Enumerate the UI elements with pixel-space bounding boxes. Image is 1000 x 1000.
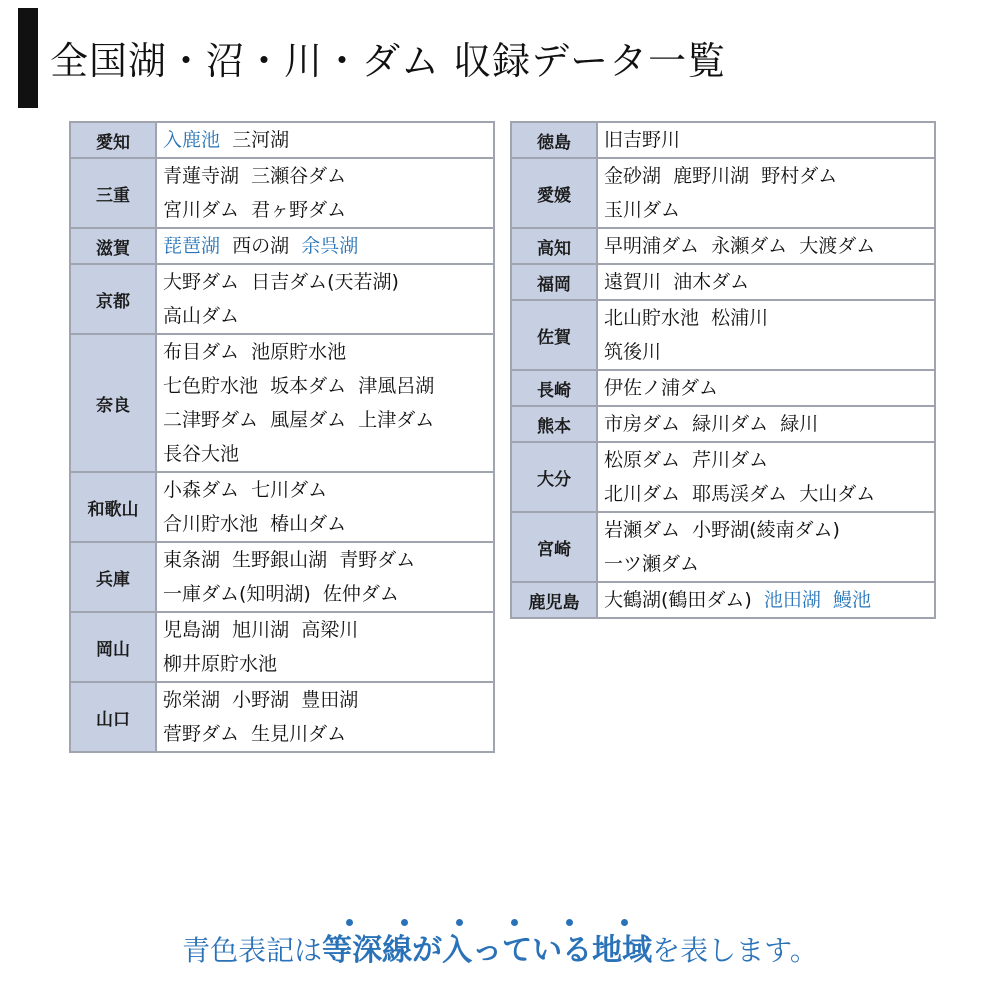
site-name: 北川ダム bbox=[604, 483, 681, 505]
site-list bbox=[597, 158, 935, 228]
site-list bbox=[156, 122, 494, 158]
site-name: 北山貯水池 bbox=[604, 307, 700, 329]
site-list bbox=[597, 370, 935, 406]
site-name: 筑後川 bbox=[604, 341, 662, 363]
site-list bbox=[156, 228, 494, 264]
region-row bbox=[70, 158, 494, 228]
site-list bbox=[597, 228, 935, 264]
legend-note-emphasis-wrap bbox=[322, 925, 652, 969]
site-name-with-contours: 入鹿池 bbox=[163, 129, 221, 151]
site-name: 緑川ダム bbox=[692, 413, 769, 435]
page-title: 全国湖・沼・川・ダム 収録データ一覧 bbox=[50, 39, 727, 83]
site-line bbox=[604, 513, 934, 547]
site-line bbox=[163, 193, 493, 227]
site-line bbox=[604, 301, 934, 335]
region-row bbox=[511, 442, 935, 512]
site-name: 旭川湖 bbox=[232, 619, 290, 641]
site-name: 永瀬ダム bbox=[711, 235, 788, 257]
prefecture-label: 滋賀 bbox=[70, 228, 156, 264]
site-list bbox=[597, 406, 935, 442]
site-name: 大鶴湖(鶴田ダム) bbox=[604, 589, 752, 611]
site-name: 池原貯水池 bbox=[251, 341, 347, 363]
site-name: 野村ダム bbox=[761, 165, 838, 187]
site-name-with-contours: 琵琶湖 bbox=[163, 235, 221, 257]
site-name: 生野銀山湖 bbox=[232, 549, 328, 571]
prefecture-label: 大分 bbox=[511, 442, 597, 512]
site-line bbox=[163, 229, 493, 263]
region-row bbox=[511, 512, 935, 582]
site-name-with-contours: 余呉湖 bbox=[301, 235, 359, 257]
prefecture-label: 佐賀 bbox=[511, 300, 597, 370]
site-name: 三瀬谷ダム bbox=[251, 165, 347, 187]
site-line bbox=[163, 265, 493, 299]
site-name: 大山ダム bbox=[799, 483, 876, 505]
site-line bbox=[163, 717, 493, 751]
left-region-table bbox=[69, 121, 495, 753]
site-name: 市房ダム bbox=[604, 413, 681, 435]
prefecture-label: 鹿児島 bbox=[511, 582, 597, 618]
site-name: 松原ダム bbox=[604, 449, 681, 471]
prefecture-label: 長崎 bbox=[511, 370, 597, 406]
site-name: 小野湖 bbox=[232, 689, 290, 711]
site-name: 坂本ダム bbox=[270, 375, 347, 397]
right-region-table bbox=[510, 121, 936, 619]
site-name: 二津野ダム bbox=[163, 409, 259, 431]
site-name: 芹川ダム bbox=[692, 449, 769, 471]
title-accent-bar bbox=[18, 8, 38, 108]
site-list bbox=[597, 300, 935, 370]
site-name: 日吉ダム(天若湖) bbox=[251, 271, 399, 293]
site-list bbox=[597, 582, 935, 618]
region-row bbox=[511, 300, 935, 370]
site-line bbox=[163, 299, 493, 333]
prefecture-label: 福岡 bbox=[511, 264, 597, 300]
site-name: 椿山ダム bbox=[270, 513, 347, 535]
site-list bbox=[597, 512, 935, 582]
site-line bbox=[604, 193, 934, 227]
site-name-with-contours: 鰻池 bbox=[833, 589, 872, 611]
prefecture-label: 高知 bbox=[511, 228, 597, 264]
site-name: 合川貯水池 bbox=[163, 513, 259, 535]
site-line bbox=[163, 683, 493, 717]
site-name: 佐仲ダム bbox=[322, 583, 399, 605]
prefecture-label: 奈良 bbox=[70, 334, 156, 472]
site-list bbox=[597, 122, 935, 158]
prefecture-label: 兵庫 bbox=[70, 542, 156, 612]
site-name: 耶馬渓ダム bbox=[692, 483, 788, 505]
site-list bbox=[156, 682, 494, 752]
site-name: 大野ダム bbox=[163, 271, 240, 293]
region-row bbox=[511, 264, 935, 300]
emphasis-dots bbox=[322, 919, 652, 926]
region-row bbox=[511, 228, 935, 264]
emphasis-dot bbox=[456, 919, 463, 926]
site-name: 一ツ瀬ダム bbox=[604, 553, 700, 575]
site-name: 東条湖 bbox=[163, 549, 221, 571]
site-line bbox=[163, 369, 493, 403]
legend-note bbox=[0, 925, 1000, 969]
site-name: 津風呂湖 bbox=[358, 375, 435, 397]
site-list bbox=[156, 264, 494, 334]
site-name: 玉川ダム bbox=[604, 199, 681, 221]
region-row bbox=[511, 370, 935, 406]
site-name: 小野湖(綾南ダム) bbox=[692, 519, 840, 541]
region-row bbox=[70, 264, 494, 334]
site-line bbox=[604, 583, 934, 617]
site-line bbox=[163, 647, 493, 681]
site-name: 緑川 bbox=[780, 413, 819, 435]
site-name: 一庫ダム(知明湖) bbox=[163, 583, 311, 605]
site-list bbox=[156, 542, 494, 612]
site-line bbox=[163, 577, 493, 611]
site-name: 旧吉野川 bbox=[604, 129, 681, 151]
site-name: 鹿野川湖 bbox=[673, 165, 750, 187]
site-list bbox=[597, 442, 935, 512]
site-name: 柳井原貯水池 bbox=[163, 653, 278, 675]
site-line bbox=[604, 229, 934, 263]
site-list bbox=[156, 334, 494, 472]
prefecture-label: 岡山 bbox=[70, 612, 156, 682]
site-name: 生見川ダム bbox=[251, 723, 347, 745]
site-name: 七色貯水池 bbox=[163, 375, 259, 397]
site-list bbox=[156, 158, 494, 228]
site-name: 上津ダム bbox=[358, 409, 435, 431]
site-name: 豊田湖 bbox=[301, 689, 359, 711]
emphasis-dot bbox=[346, 919, 353, 926]
region-row bbox=[70, 334, 494, 472]
site-name: 風屋ダム bbox=[270, 409, 347, 431]
prefecture-label: 愛媛 bbox=[511, 158, 597, 228]
site-line bbox=[604, 123, 934, 157]
site-name: 伊佐ノ浦ダム bbox=[604, 377, 719, 399]
legend-note-part1: 青色表記は bbox=[182, 934, 323, 967]
site-line bbox=[163, 159, 493, 193]
site-name: 弥栄湖 bbox=[163, 689, 221, 711]
region-row bbox=[70, 228, 494, 264]
site-name: 君ヶ野ダム bbox=[251, 199, 347, 221]
emphasis-dot bbox=[621, 919, 628, 926]
site-name: 松浦川 bbox=[711, 307, 769, 329]
prefecture-label: 京都 bbox=[70, 264, 156, 334]
legend-note-part2: を表します。 bbox=[652, 934, 818, 967]
site-line bbox=[604, 335, 934, 369]
site-name: 金砂湖 bbox=[604, 165, 662, 187]
site-name: 小森ダム bbox=[163, 479, 240, 501]
site-line bbox=[163, 437, 493, 471]
site-line bbox=[604, 477, 934, 511]
site-line bbox=[163, 543, 493, 577]
site-line bbox=[604, 159, 934, 193]
site-name: 宮川ダム bbox=[163, 199, 240, 221]
site-name: 児島湖 bbox=[163, 619, 221, 641]
region-row bbox=[70, 472, 494, 542]
prefecture-label: 和歌山 bbox=[70, 472, 156, 542]
site-name: 油木ダム bbox=[673, 271, 750, 293]
site-name: 西の湖 bbox=[232, 235, 290, 257]
region-row bbox=[70, 682, 494, 752]
site-name: 早明浦ダム bbox=[604, 235, 700, 257]
site-name: 高梁川 bbox=[301, 619, 359, 641]
site-line bbox=[604, 265, 934, 299]
site-name: 長谷大池 bbox=[163, 443, 240, 465]
site-list bbox=[156, 472, 494, 542]
region-row bbox=[70, 542, 494, 612]
site-name: 青蓮寺湖 bbox=[163, 165, 240, 187]
prefecture-label: 熊本 bbox=[511, 406, 597, 442]
site-line bbox=[163, 507, 493, 541]
site-name: 青野ダム bbox=[339, 549, 416, 571]
site-line bbox=[163, 335, 493, 369]
site-list bbox=[156, 612, 494, 682]
site-name: 遠賀川 bbox=[604, 271, 662, 293]
site-name: 三河湖 bbox=[232, 129, 290, 151]
region-row bbox=[511, 122, 935, 158]
site-name: 高山ダム bbox=[163, 305, 240, 327]
site-line bbox=[604, 443, 934, 477]
emphasis-dot bbox=[511, 919, 518, 926]
site-list bbox=[597, 264, 935, 300]
region-row bbox=[70, 612, 494, 682]
site-line bbox=[604, 371, 934, 405]
site-name: 布目ダム bbox=[163, 341, 240, 363]
site-name: 大渡ダム bbox=[799, 235, 876, 257]
prefecture-label: 宮崎 bbox=[511, 512, 597, 582]
site-name: 菅野ダム bbox=[163, 723, 240, 745]
prefecture-label: 愛知 bbox=[70, 122, 156, 158]
prefecture-label: 三重 bbox=[70, 158, 156, 228]
region-row bbox=[70, 122, 494, 158]
prefecture-label: 徳島 bbox=[511, 122, 597, 158]
legend-note-emphasis: 等深線が入っている地域 bbox=[322, 933, 653, 968]
region-row bbox=[511, 582, 935, 618]
site-line bbox=[163, 613, 493, 647]
prefecture-label: 山口 bbox=[70, 682, 156, 752]
site-line bbox=[163, 403, 493, 437]
site-name-with-contours: 池田湖 bbox=[763, 589, 821, 611]
region-row bbox=[511, 406, 935, 442]
site-name: 七川ダム bbox=[251, 479, 328, 501]
site-line bbox=[163, 123, 493, 157]
site-line bbox=[604, 407, 934, 441]
site-line bbox=[604, 547, 934, 581]
emphasis-dot bbox=[566, 919, 573, 926]
emphasis-dot bbox=[401, 919, 408, 926]
site-name: 岩瀬ダム bbox=[604, 519, 681, 541]
region-row bbox=[511, 158, 935, 228]
site-line bbox=[163, 473, 493, 507]
